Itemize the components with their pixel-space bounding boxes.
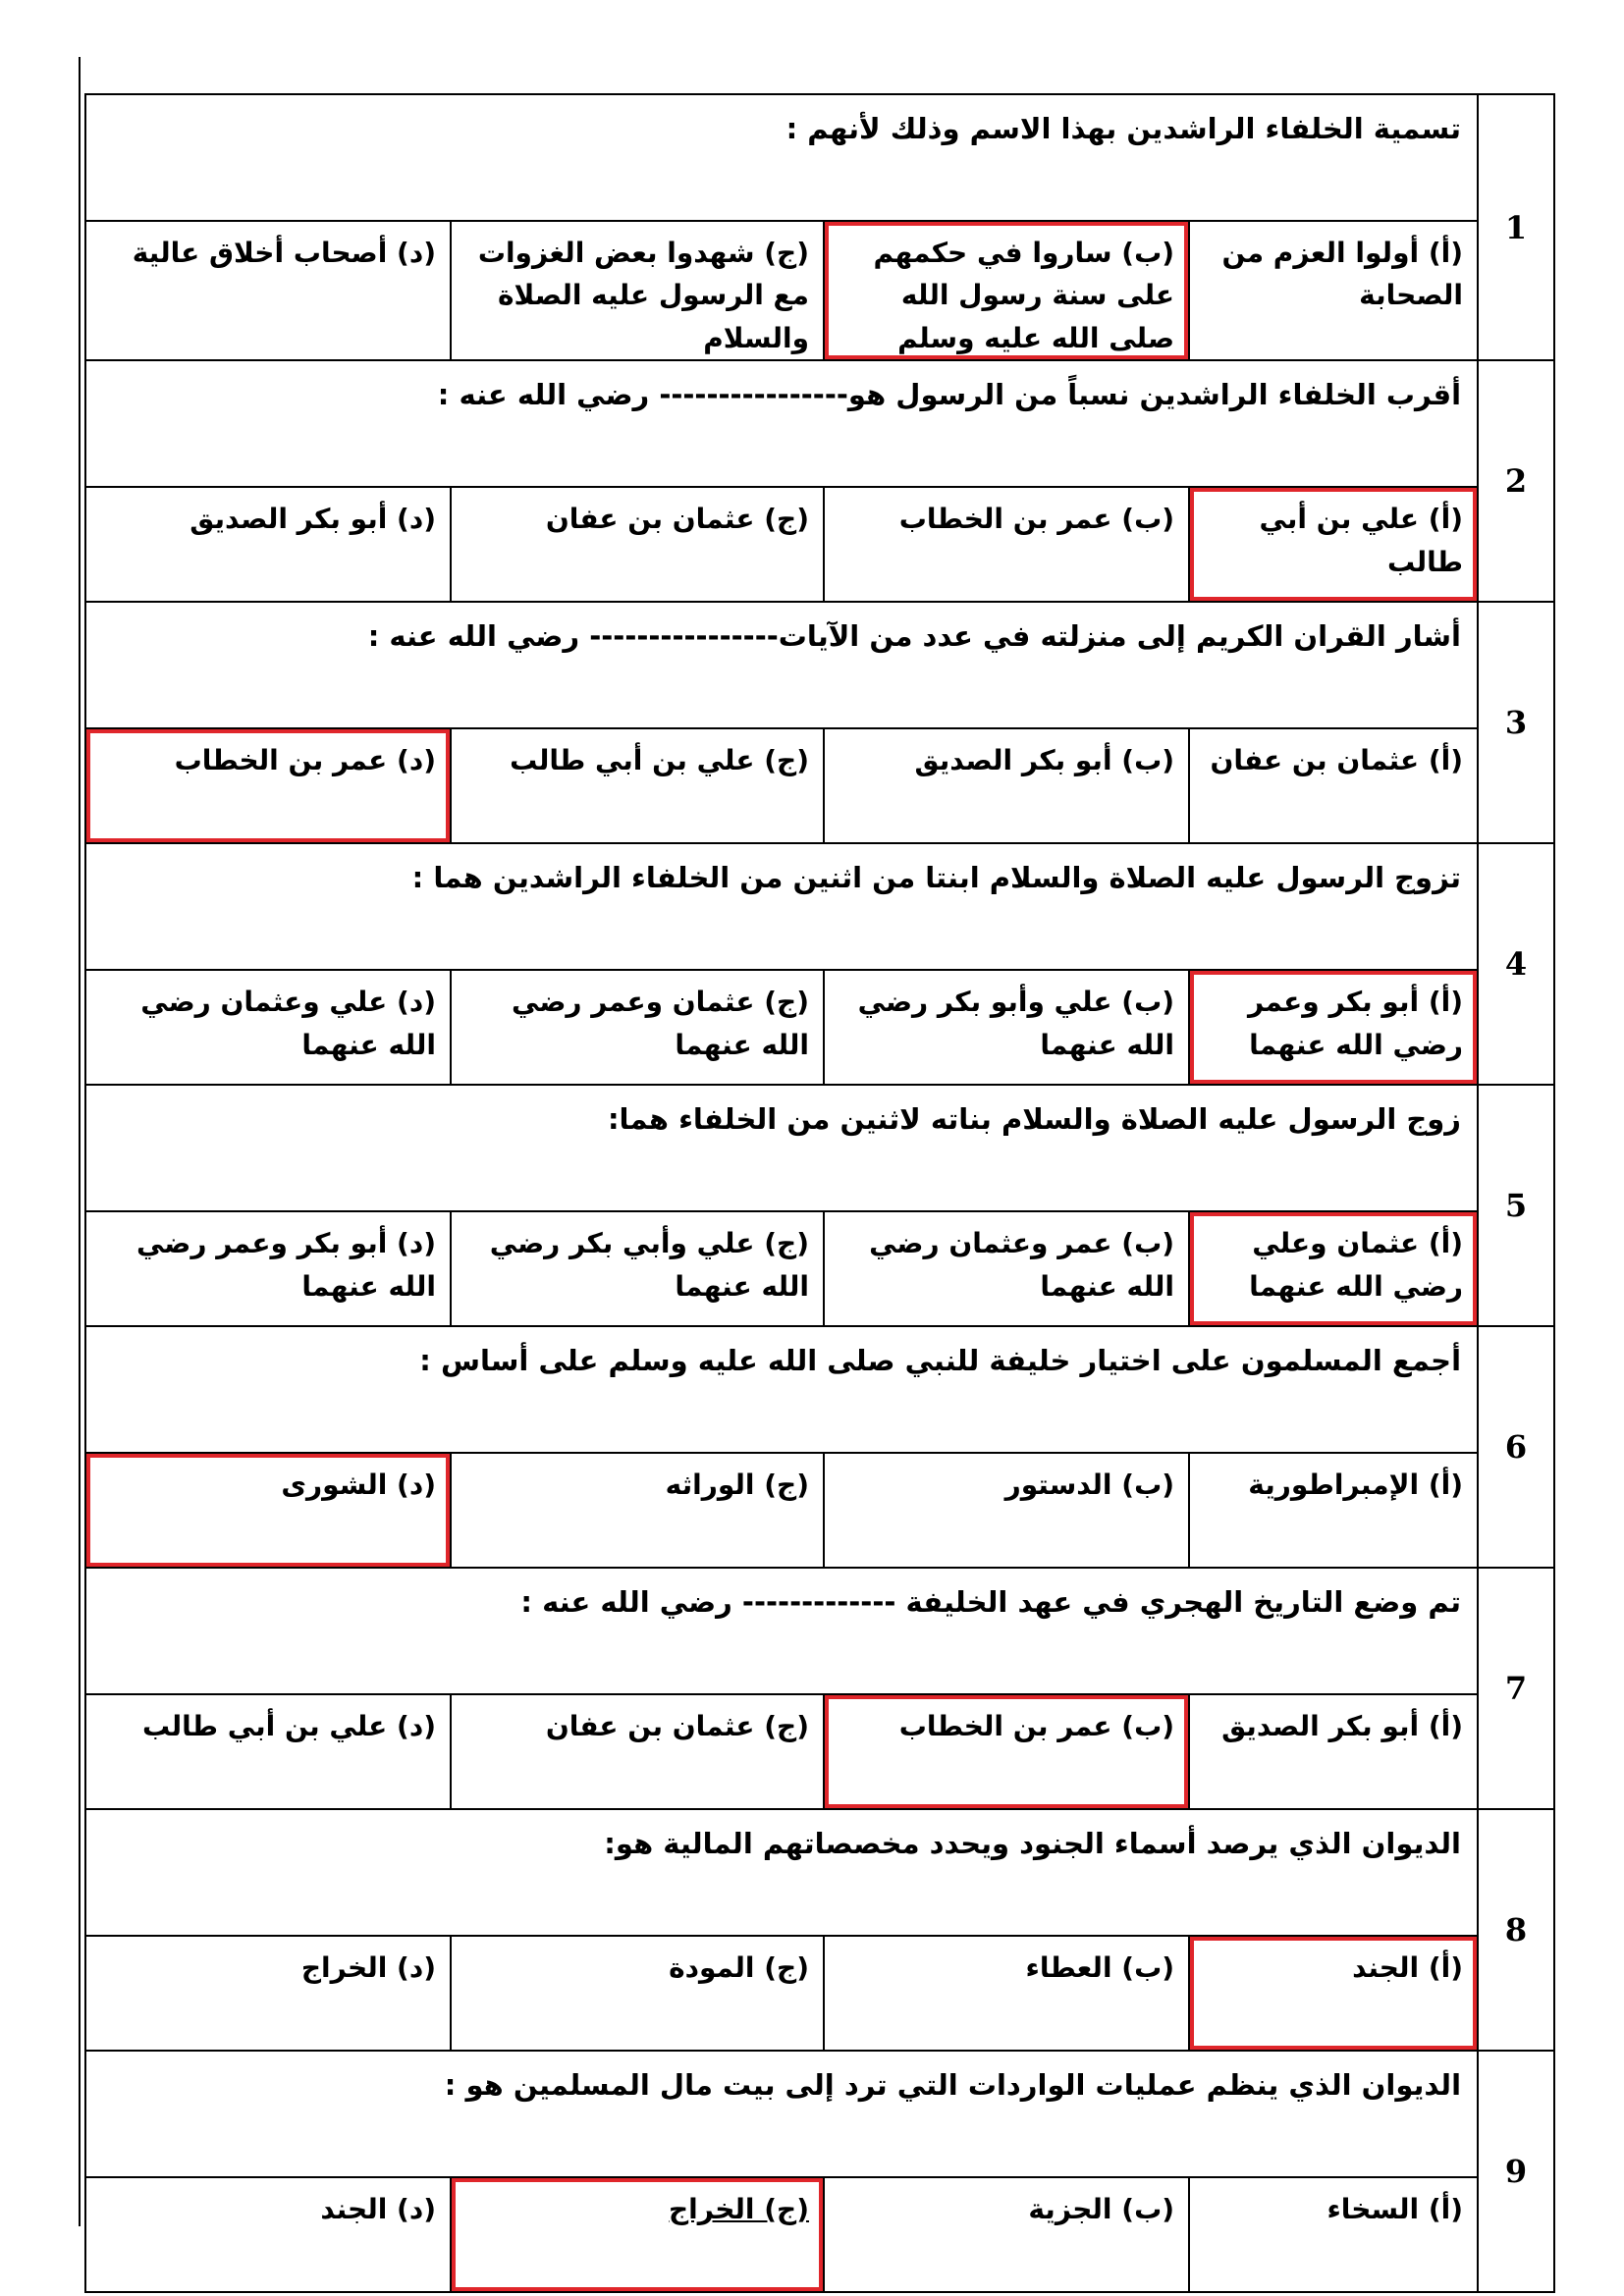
question-number: 1	[1478, 94, 1554, 360]
answer-option-label: (أ) عثمان بن عفان	[1210, 744, 1464, 777]
answer-option-selected[interactable]	[1189, 487, 1478, 602]
options-row	[85, 1936, 1554, 2051]
question-number: 6	[1478, 1326, 1554, 1568]
answer-option[interactable]	[824, 1453, 1189, 1568]
question-text: تم وضع التاريخ الهجري في عهد الخليفة ------------- رضي الله عنه :	[85, 1568, 1478, 1694]
answer-option-label: (أ) عثمان وعلي رضي الله عنهما	[1249, 1227, 1464, 1303]
answer-option-label: (أ) السخاء	[1326, 2193, 1464, 2226]
answer-option-label: (د) علي بن أبي طالب	[141, 1710, 437, 1743]
answer-option[interactable]	[85, 221, 451, 360]
answer-option-label: (د) الشورى	[281, 1468, 437, 1502]
answer-option-label: (ب) علي وأبو بكر رضي الله عنهما	[857, 986, 1175, 1061]
answer-option[interactable]	[824, 970, 1189, 1085]
answer-option[interactable]	[824, 487, 1189, 602]
answer-option-label: (أ) أبو بكر الصديق	[1221, 1710, 1464, 1743]
answer-option-label: (ج) الخراج	[669, 2193, 810, 2226]
question-text: زوج الرسول عليه الصلاة والسلام بناته لاثنين من الخلفاء هما:	[85, 1085, 1478, 1211]
answer-option-selected[interactable]	[85, 728, 451, 843]
question-text: تسمية الخلفاء الراشدين بهذا الاسم وذلك لأنهم :	[85, 94, 1478, 221]
question-number: 2	[1478, 360, 1554, 602]
question-row	[85, 1809, 1554, 1936]
options-row	[85, 970, 1554, 1085]
question-number: 8	[1478, 1809, 1554, 2051]
answer-option-label: (ب) العطاء	[1025, 1951, 1175, 1985]
answer-option-selected[interactable]	[824, 221, 1189, 360]
answer-option[interactable]	[85, 1936, 451, 2051]
question-row	[85, 1326, 1554, 1453]
quiz-table	[84, 93, 1555, 2293]
answer-option[interactable]	[824, 1936, 1189, 2051]
question-text: أشار القران الكريم إلى منزلته في عدد من الآيات---------------- رضي الله عنه :	[85, 602, 1478, 728]
answer-option-label: (ب) عمر بن الخطاب	[898, 503, 1175, 536]
answer-option-selected[interactable]	[1189, 1211, 1478, 1326]
answer-option-label: (د) أصحاب أخلاق عالية	[132, 237, 437, 269]
answer-option-label: (ج) عثمان بن عفان	[545, 1710, 810, 1743]
answer-option[interactable]	[451, 1453, 824, 1568]
answer-option[interactable]	[85, 1211, 451, 1326]
options-row	[85, 728, 1554, 843]
options-row	[85, 1453, 1554, 1568]
options-row	[85, 2177, 1554, 2292]
question-row	[85, 2051, 1554, 2177]
answer-option[interactable]	[451, 487, 824, 602]
question-row	[85, 360, 1554, 487]
answer-option-label: (ج) علي بن أبي طالب	[510, 744, 810, 777]
question-text: الديوان الذي ينظم عمليات الواردات التي ترد إلى بيت مال المسلمين هو :	[85, 2051, 1478, 2177]
answer-option-label: (ج) عثمان وعمر رضي الله عنهما	[512, 986, 810, 1061]
answer-option[interactable]	[451, 728, 824, 843]
answer-option-selected[interactable]	[1189, 1936, 1478, 2051]
answer-option-label: (أ) أبو بكر وعمر رضي الله عنهما	[1247, 986, 1464, 1061]
answer-option-label: (ب) ساروا في حكمهم على سنة رسول الله صلى الله عليه وسلم	[873, 237, 1175, 354]
answer-option-label: (د) أبو بكر وعمر رضي الله عنهما	[135, 1227, 437, 1303]
answer-option[interactable]	[451, 1211, 824, 1326]
answer-option-label: (ب) الدستور	[1004, 1468, 1175, 1502]
answer-option-label: (د) الخراج	[300, 1951, 437, 1985]
answer-option-label: (ب) أبو بكر الصديق	[914, 744, 1175, 777]
answer-option[interactable]	[1189, 1694, 1478, 1809]
question-number: 3	[1478, 602, 1554, 843]
options-row	[85, 1694, 1554, 1809]
answer-option-selected[interactable]	[824, 1694, 1189, 1809]
answer-option-selected[interactable]	[1189, 970, 1478, 1085]
answer-option[interactable]	[824, 728, 1189, 843]
answer-option-selected[interactable]	[85, 1453, 451, 1568]
answer-option[interactable]	[451, 221, 824, 360]
options-row	[85, 221, 1554, 360]
answer-option[interactable]	[1189, 728, 1478, 843]
question-text: أجمع المسلمون على اختيار خليفة للنبي صلى الله عليه وسلم على أساس :	[85, 1326, 1478, 1453]
answer-option[interactable]	[1189, 2177, 1478, 2292]
answer-option-label: (ب) عمر وعثمان رضي الله عنهما	[869, 1227, 1175, 1303]
question-row	[85, 94, 1554, 221]
answer-option[interactable]	[85, 970, 451, 1085]
options-row	[85, 487, 1554, 602]
question-row	[85, 1568, 1554, 1694]
answer-option[interactable]	[824, 1211, 1189, 1326]
question-number: 9	[1478, 2051, 1554, 2292]
answer-option[interactable]	[451, 970, 824, 1085]
answer-option[interactable]	[451, 1936, 824, 2051]
answer-option-label: (أ) الجند	[1352, 1951, 1464, 1985]
answer-option-label: (أ) الإمبراطورية	[1248, 1468, 1464, 1502]
question-text: أقرب الخلفاء الراشدين نسباً من الرسول هو---------------- رضي الله عنه :	[85, 360, 1478, 487]
answer-option-label: (د) الجند	[320, 2193, 437, 2226]
answer-option[interactable]	[1189, 221, 1478, 360]
answer-option-label: (ب) الجزية	[1028, 2193, 1175, 2226]
answer-option-label: (ج) شهدوا بعض الغزوات مع الرسول عليه الصلاة والسلام	[477, 237, 810, 354]
answer-option-label: (ب) عمر بن الخطاب	[898, 1710, 1175, 1743]
question-number: 5	[1478, 1085, 1554, 1326]
question-text: تزوج الرسول عليه الصلاة والسلام ابنتا من اثنين من الخلفاء الراشدين هما :	[85, 843, 1478, 970]
answer-option-label: (د) عمر بن الخطاب	[174, 744, 437, 777]
answer-option[interactable]	[451, 1694, 824, 1809]
question-row	[85, 1085, 1554, 1211]
answer-option-label: (د) أبو بكر الصديق	[189, 503, 437, 536]
answer-option-label: (ج) عثمان بن عفان	[545, 503, 810, 536]
answer-option[interactable]	[1189, 1453, 1478, 1568]
answer-option-label: (ج) علي وأبي بكر رضي الله عنهما	[489, 1227, 810, 1303]
answer-option-label: (د) علي وعثمان رضي الله عنهما	[140, 986, 437, 1061]
answer-option[interactable]	[85, 487, 451, 602]
question-row	[85, 602, 1554, 728]
answer-option-selected[interactable]	[451, 2177, 824, 2292]
answer-option-label: (أ) أولوا العزم من الصحابة	[1221, 237, 1464, 312]
question-text: الديوان الذي يرصد أسماء الجنود ويحدد مخصصاتهم المالية هو:	[85, 1809, 1478, 1936]
question-number: 4	[1478, 843, 1554, 1085]
question-row	[85, 843, 1554, 970]
answer-option-label: (أ) علي بن أبي طالب	[1259, 503, 1464, 578]
question-number: 7	[1478, 1568, 1554, 1809]
answer-option-label: (ج) الوراثه	[665, 1468, 810, 1502]
answer-option-label: (ج) المودة	[669, 1951, 810, 1985]
answer-option[interactable]	[824, 2177, 1189, 2292]
answer-option[interactable]	[85, 1694, 451, 1809]
page-margin-line	[79, 57, 81, 2226]
answer-option[interactable]	[85, 2177, 451, 2292]
options-row	[85, 1211, 1554, 1326]
